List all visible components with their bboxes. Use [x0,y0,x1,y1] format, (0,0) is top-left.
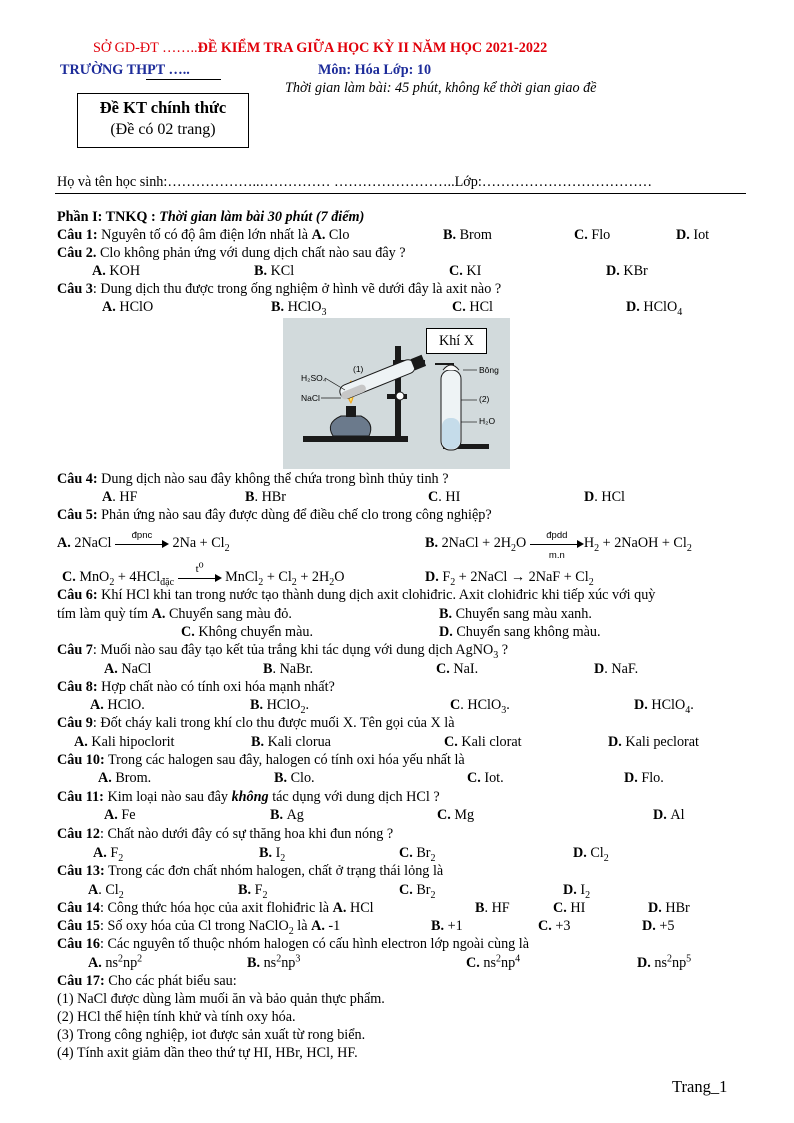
part1-heading: Phần I: TNKQ : Thời gian làm bài 30 phút (7 điểm) [57,209,365,225]
q6-option-c: C. Không chuyển màu. [181,624,314,640]
q16-option-d: D. $ns^2np^5$ [637,953,692,971]
tube2-label: (2) [479,394,490,404]
question-2: Câu 2. Clo không phản ứng với dung dịch chất nào sau đây ? [57,245,406,261]
q3-option-d: D. HClO$_4$ [626,299,683,318]
q14-option-b: B. HF [475,900,510,916]
q9-option-b: B. Kali clorua [251,734,331,750]
q5-option-a: A. 2NaCl đpnc $2Na + Cl_2$ [57,529,230,554]
department: SỞ GD-ĐT …….. [93,40,198,56]
q6-option-d: D. Chuyển sang không màu. [439,624,601,640]
q17-statement-2: (2) HCl thể hiện tính khử và tính oxy hóa. [57,1009,296,1025]
question-7: Câu 7: Muối nào sau đây tạo kết tủa trắng khi tác dụng với dung dịch AgNO$_3$ ? [57,642,509,661]
question-13: Câu 13: Trong các đơn chất nhóm halogen, chất ở trạng thái lỏng là [57,863,444,879]
q3-option-c: C. HCl [452,299,493,315]
q11-option-a: A. Fe [104,807,136,823]
q6-option-b: B. Chuyển sang màu xanh. [439,606,592,622]
q13-option-b: B. $F_2$ [238,882,268,901]
header-rule [55,193,746,194]
q9-option-a: A. Kali hipoclorit [74,734,175,750]
q17-statement-4: (4) Tính axit giảm dần theo thứ tự HI, HBr, HCl, HF. [57,1045,358,1061]
q1-option-d: D. Iot [676,227,710,243]
q16-option-a: A. $ns^2np^2$ [88,953,143,971]
q7-option-c: C. NaI. [436,661,479,677]
q9-option-d: D. Kali peclorat [608,734,700,750]
cotton-label: Bông [479,365,499,375]
question-4: Câu 4: Dung dịch nào sau đây không thể chứa trong bình thủy tinh ? [57,471,449,487]
q4-option-c: C. HI [428,489,461,505]
q5-option-c: C. MnO$_2$ + 4HCl$_{đặc}$ $t^o$ MnCl$_2$ + $Cl_2 + 2H_2O$ [62,559,345,588]
q13-option-a: A. $Cl_2$ [88,882,124,901]
q13-option-d: D. $I_2$ [563,882,591,901]
question-16: Câu 16: Các nguyên tố thuộc nhóm halogen có cấu hình electron lớp ngoài cùng là [57,936,530,952]
page-number: Trang_1 [672,1077,728,1096]
q9-option-c: C. Kali clorat [444,734,522,750]
student-info-line: Họ và tên học sinh:………………..…………… ……………………..Lớp:……………………………… [57,174,653,190]
q17-statement-1: (1) NaCl được dùng làm muối ăn và bảo quản thực phẩm. [57,991,385,1007]
q16-option-c: C. $ns^2np^4$ [466,953,521,971]
nacl-label: NaCl [301,393,320,403]
q8-option-c: C. HClO$_3$. [450,697,510,716]
question-8: Câu 8: Hợp chất nào có tính oxi hóa mạnh nhất? [57,679,335,695]
school-name: TRƯỜNG THPT ….. [60,62,190,78]
question-10: Câu 10: Trong các halogen sau đây, halogen có tính oxi hóa yếu nhất là [57,752,465,768]
q2-option-b: B. KCl [254,263,295,279]
q2-option-c: C. KI [449,263,482,279]
question-6-cont: tím làm quỳ tím A. Chuyển sang màu đỏ. [57,606,292,622]
q8-option-d: D. HClO$_4$. [634,697,694,716]
q5-option-b: B. 2NaCl + $2H_2O$ đpdd m.n $H_2$ + 2NaOH + $Cl_2$ [425,529,692,561]
time-note: Thời gian làm bài: 45 phút, không kể thời gian giao đề [285,80,597,96]
question-5: Câu 5: Phản ứng nào sau đây được dùng để điều chế clo trong công nghiệp? [57,507,492,523]
question-6: Câu 6: Khí HCl khi tan trong nước tạo thành dung dịch axit clohiđric. Axit clohiđric khi tiếp xúc với quỳ [57,587,656,603]
gas-x-label-box: Khí X [426,328,487,354]
q2-option-a: A. KOH [92,263,141,279]
q7-option-a: A. NaCl [104,661,152,677]
school-underline [146,79,221,80]
q15-option-c: C. +3 [538,918,571,934]
question-14: Câu 14: Công thức hóa học của axit flohiđric là A. HCl [57,900,374,916]
q17-statement-3: (3) Trong công nghiệp, iot được sản xuất từ rong biển. [57,1027,366,1043]
q16-option-b: B. $ns^2np^3$ [247,953,301,971]
q12-option-a: A. $F_2$ [93,845,124,864]
tube1-label: (1) [353,364,364,374]
q10-option-c: C. Iot. [467,770,504,786]
q4-option-b: B. HBr [245,489,286,505]
q7-option-d: D. NaF. [594,661,639,677]
q14-option-d: D. HBr [648,900,690,916]
exam-title: ĐỀ KIỂM TRA GIỮA HỌC KỲ II NĂM HỌC 2021-2022 [197,40,548,56]
q10-option-a: A. Brom. [98,770,152,786]
q10-option-d: D. Flo. [624,770,664,786]
q7-option-b: B. NaBr. [263,661,314,677]
q5-option-d: D. $F_2$ + 2NaCl → $2NaF + Cl_2$ [425,569,594,588]
q1-option-b: B. Brom [443,227,492,243]
q12-option-b: B. $I_2$ [259,845,286,864]
question-9: Câu 9: Đốt cháy kali trong khí clo thu được muối X. Tên gọi của X là [57,715,455,731]
q11-option-c: C. Mg [437,807,475,823]
q15-option-d: D. +5 [642,918,675,934]
q8-option-b: B. HClO$_2$. [250,697,310,716]
q4-option-d: D. HCl [584,489,625,505]
q11-option-b: B. Ag [270,807,304,823]
page-count-note: (Đề có 02 trang) [110,121,216,138]
q12-option-d: D. $Cl_2$ [573,845,609,864]
question-17: Câu 17: Cho các phát biểu sau: [57,973,237,989]
lab-apparatus-figure [283,318,510,469]
q1-option-c: C. Flo [574,227,611,243]
question-1: Câu 1: Nguyên tố có độ âm điện lớn nhất là A. Clo [57,227,350,243]
q8-option-a: A. HClO. [90,697,145,713]
question-15: Câu 15: Số oxy hóa của Cl trong NaClO$_2$ là A. -1 [57,918,341,937]
question-12: Câu 12: Chất nào dưới đây có sự thăng hoa khi đun nóng ? [57,826,394,842]
subject: Môn: Hóa Lớp: 10 [318,62,432,78]
q12-option-c: C. $Br_2$ [399,845,436,864]
q13-option-c: C. $Br_2$ [399,882,436,901]
q3-option-a: A. HClO [102,299,154,315]
h2so4-label: H₂SO₄ [301,373,327,383]
question-11: Câu 11: Kim loại nào sau đây không tác dụng với dung dịch HCl ? [57,789,440,805]
question-3: Câu 3: Dung dịch thu được trong ống nghiệm ở hình vẽ dưới đây là axit nào ? [57,281,502,297]
official-label: Đề KT chính thức [99,98,227,117]
q14-option-c: C. HI [553,900,586,916]
q2-option-d: D. KBr [606,263,648,279]
q11-option-d: D. Al [653,807,685,823]
water-label: H₂O [479,416,496,426]
header-title-line [93,40,547,58]
q3-option-b: B. HClO$_3$ [271,299,327,318]
q4-option-a: A. HF [102,489,138,505]
q15-option-b: B. +1 [431,918,463,934]
q10-option-b: B. Clo. [274,770,315,786]
